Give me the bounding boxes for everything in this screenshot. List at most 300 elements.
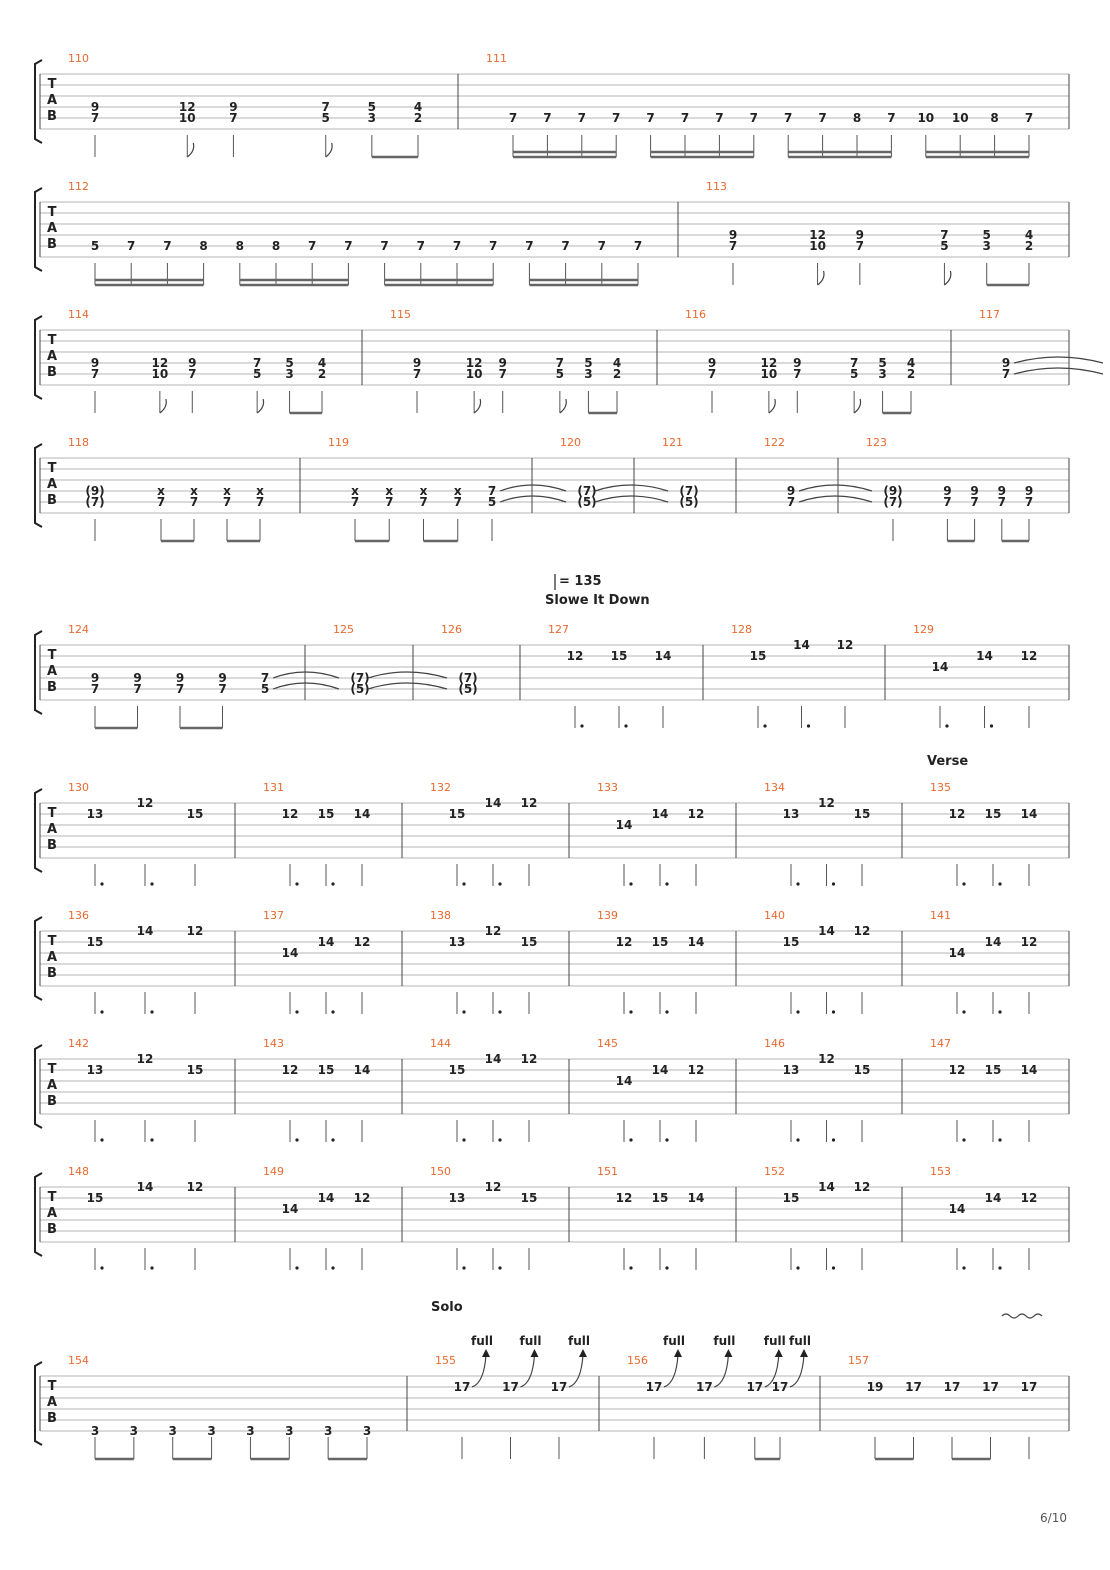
fret-number: x	[157, 484, 165, 498]
system-brace	[35, 631, 42, 714]
tab-system	[35, 909, 1069, 1014]
fret-number: 8	[271, 239, 281, 253]
fret-number: 7	[940, 228, 949, 242]
fret-number: 10	[178, 111, 196, 125]
tie-arc	[1014, 368, 1103, 374]
fret-number: 9	[188, 356, 197, 370]
fret-number: 7	[555, 356, 565, 370]
measure-number: 119	[328, 436, 349, 449]
fret-number: 2	[906, 367, 916, 381]
fret-number: 5	[849, 367, 859, 381]
rhythm-dot	[462, 1266, 465, 1269]
tie-arc	[273, 683, 339, 689]
fret-number: 3	[285, 1424, 294, 1438]
tab-clef-letter: T	[47, 1379, 57, 1394]
fret-number: x	[385, 484, 394, 498]
bend-arrowhead	[674, 1349, 682, 1357]
tab-clef-letter: B	[47, 237, 57, 252]
tab-system	[35, 1334, 1069, 1459]
fret-number: 14	[1020, 1063, 1038, 1077]
rhythm-dot	[295, 882, 298, 885]
fret-number: 7	[308, 239, 317, 253]
eighth-flag	[474, 399, 480, 413]
tab-clef-letter: T	[47, 648, 57, 663]
fret-number: 12	[1020, 1191, 1038, 1205]
fret-number: (7)	[577, 484, 597, 498]
fret-number: 13	[86, 1063, 104, 1077]
measure-number: 146	[764, 1037, 785, 1050]
fret-number: 12	[1020, 935, 1038, 949]
fret-number: 12	[615, 935, 633, 949]
fret-number: 7	[419, 495, 428, 509]
rhythm-dot	[629, 1010, 632, 1013]
rhythm-dot	[331, 1010, 334, 1013]
fret-number: 4	[906, 356, 916, 370]
rhythm-dot	[498, 1266, 501, 1269]
fret-number: 9	[218, 671, 227, 685]
fret-number: 17	[982, 1380, 999, 1394]
fret-number: 7	[175, 682, 185, 696]
rhythm-dot	[629, 1266, 632, 1269]
fret-number: 5	[260, 682, 270, 696]
fret-number: 9	[943, 484, 952, 498]
fret-number: 9	[997, 484, 1006, 498]
tie-arc	[368, 672, 447, 678]
bend-label: full	[568, 1334, 590, 1348]
eighth-flag	[160, 399, 166, 413]
fret-number: 13	[448, 1191, 466, 1205]
fret-number: 10	[760, 367, 778, 381]
rhythm-dot	[962, 1266, 965, 1269]
measure-number: 154	[68, 1354, 89, 1367]
fret-number: (5)	[350, 682, 370, 696]
tab-clef-letter: B	[47, 966, 57, 981]
fret-number: x	[351, 484, 359, 498]
tab-clef-letter: B	[47, 493, 57, 508]
measure-number: 153	[930, 1165, 951, 1178]
fret-number: 7	[633, 239, 643, 253]
rhythm-dot	[990, 724, 993, 727]
fret-number: 7	[1024, 111, 1034, 125]
fret-number: 5	[584, 356, 593, 370]
fret-number: 15	[651, 935, 669, 949]
rhythm-dot	[796, 1266, 799, 1269]
measure-number: 113	[706, 180, 727, 193]
rhythm-dot	[100, 1138, 103, 1141]
bend-arrowhead	[579, 1349, 587, 1357]
tie-arc	[595, 496, 668, 502]
fret-number: 7	[680, 111, 690, 125]
measure-number: 124	[68, 623, 89, 636]
fret-number: 12	[520, 796, 538, 810]
rhythm-dot	[665, 1266, 668, 1269]
fret-number: (9)	[85, 484, 105, 498]
fret-number: 15	[853, 1063, 871, 1077]
rhythm-dot	[962, 882, 965, 885]
measure-number: 143	[263, 1037, 284, 1050]
tab-clef-letter: A	[46, 1206, 58, 1221]
tab-clef-letter: B	[47, 838, 57, 853]
fret-number: 10	[465, 367, 483, 381]
rhythm-dot	[462, 882, 465, 885]
fret-number: 7	[707, 367, 717, 381]
fret-number: 12	[353, 935, 371, 949]
measure-number: 120	[560, 436, 581, 449]
fret-number: 9	[90, 671, 100, 685]
fret-number: 17	[905, 1380, 922, 1394]
bend-arrow	[790, 1355, 804, 1387]
measure-number: 141	[930, 909, 951, 922]
fret-number: 10	[951, 111, 969, 125]
measure-number: 139	[597, 909, 618, 922]
fret-number: 12	[136, 1052, 154, 1066]
fret-number: 14	[317, 1191, 335, 1205]
fret-number: 4	[1024, 228, 1034, 242]
fret-number: (7)	[85, 495, 105, 509]
fret-number: 13	[782, 1063, 800, 1077]
tab-clef-letter: B	[47, 1094, 57, 1109]
fret-number: 8	[852, 111, 862, 125]
fret-number: 9	[1024, 484, 1034, 498]
measure-number: 144	[430, 1037, 451, 1050]
fret-number: 12	[281, 807, 299, 821]
rhythm-dot	[580, 724, 583, 727]
fret-number: 3	[362, 1424, 372, 1438]
fret-number: 12	[760, 356, 778, 370]
eighth-flag	[187, 143, 193, 157]
system-brace	[35, 188, 42, 271]
rhythm-dot	[998, 882, 1001, 885]
measure-number: 132	[430, 781, 451, 794]
rhythm-dot	[998, 1138, 1001, 1141]
tab-clef-letter: A	[46, 221, 58, 236]
fret-number: 12	[948, 1063, 966, 1077]
fret-number: 14	[654, 649, 672, 663]
rhythm-dot	[665, 1138, 668, 1141]
tab-system	[35, 623, 1069, 728]
tempo-marking: = 135	[559, 574, 602, 589]
bend-arrow	[472, 1355, 486, 1387]
fret-number: 12	[615, 1191, 633, 1205]
fret-number: x	[256, 484, 264, 498]
fret-number: 14	[353, 807, 371, 821]
fret-number: 7	[818, 111, 827, 125]
bend-label: full	[789, 1334, 811, 1348]
fret-number: 2	[1024, 239, 1034, 253]
rhythm-dot	[331, 1266, 334, 1269]
measure-number: 129	[913, 623, 934, 636]
fret-number: 12	[853, 924, 871, 938]
rhythm-dot	[796, 882, 799, 885]
vibrato-mark	[1002, 1314, 1042, 1318]
fret-number: x	[190, 484, 198, 498]
bend-arrow	[664, 1355, 678, 1387]
fret-number: 7	[163, 239, 172, 253]
fret-number: 15	[651, 1191, 669, 1205]
tab-clef-letter: A	[46, 822, 58, 837]
fret-number: 17	[771, 1380, 789, 1394]
fret-number: x	[223, 484, 231, 498]
fret-number: 7	[222, 495, 232, 509]
system-brace	[35, 60, 42, 143]
measure-number: 130	[68, 781, 89, 794]
fret-number: 14	[976, 649, 993, 663]
tab-clef-letter: B	[47, 1411, 57, 1426]
fret-number: 19	[866, 1380, 884, 1394]
tab-clef-letter: A	[46, 1078, 58, 1093]
measure-number: 110	[68, 52, 89, 65]
fret-number: 4	[317, 356, 327, 370]
measure-number: 131	[263, 781, 284, 794]
bend-label: full	[763, 1334, 786, 1348]
fret-number: 12	[520, 1052, 538, 1066]
measure-number: 128	[731, 623, 752, 636]
fret-number: 7	[189, 495, 199, 509]
fret-number: 9	[728, 228, 738, 242]
tie-arc	[799, 496, 872, 502]
fret-number: 12	[186, 1180, 204, 1194]
measure-number: 137	[263, 909, 284, 922]
fret-number: 12	[1020, 649, 1038, 663]
eighth-flag	[560, 399, 566, 413]
fret-number: 12	[281, 1063, 299, 1077]
fret-number: 12	[836, 638, 854, 652]
eighth-flag	[326, 143, 332, 157]
fret-number: 14	[353, 1063, 371, 1077]
fret-number: x	[419, 484, 428, 498]
fret-number: 17	[943, 1380, 961, 1394]
fret-number: 5	[940, 239, 949, 253]
fret-number: 7	[1024, 495, 1034, 509]
fret-number: 12	[136, 796, 154, 810]
eighth-flag	[944, 271, 950, 285]
fret-number: (7)	[679, 484, 699, 498]
bend-label: full	[471, 1334, 493, 1348]
fret-number: 7	[416, 239, 425, 253]
fret-number: 15	[186, 1063, 204, 1077]
fret-number: 7	[344, 239, 353, 253]
section-verse: Verse	[927, 754, 969, 769]
fret-number: 12	[948, 807, 966, 821]
fret-number: 17	[550, 1380, 568, 1394]
fret-number: 3	[323, 1424, 333, 1438]
rhythm-dot	[945, 724, 948, 727]
fret-number: 7	[855, 239, 865, 253]
fret-number: 7	[784, 111, 793, 125]
rhythm-dot	[629, 1138, 632, 1141]
fret-number: 15	[86, 935, 104, 949]
rhythm-dot	[998, 1010, 1001, 1013]
rhythm-dot	[624, 724, 627, 727]
tab-clef-letter: A	[46, 349, 58, 364]
fret-number: (5)	[577, 495, 597, 509]
fret-number: 7	[943, 495, 952, 509]
rhythm-dot	[998, 1266, 1001, 1269]
fret-number: 12	[566, 649, 584, 663]
tie-arc	[368, 683, 447, 689]
tab-system	[35, 180, 1069, 285]
fret-number: 7	[508, 111, 518, 125]
tab-system	[35, 781, 1069, 886]
fret-number: 7	[133, 682, 142, 696]
bend-arrow	[569, 1355, 583, 1387]
system-brace	[35, 316, 42, 399]
eighth-flag	[257, 399, 263, 413]
system-brace	[35, 789, 42, 872]
rhythm-dot	[498, 1138, 501, 1141]
fret-number: 10	[917, 111, 935, 125]
tab-clef-letter: T	[47, 205, 57, 220]
fret-number: 7	[252, 356, 262, 370]
fret-number: x	[453, 484, 462, 498]
rhythm-dot	[462, 1138, 465, 1141]
fret-number: 3	[246, 1424, 255, 1438]
fret-number: 15	[610, 649, 628, 663]
bend-arrowhead	[531, 1349, 539, 1357]
rhythm-dot	[150, 1138, 153, 1141]
measure-number: 111	[486, 52, 507, 65]
fret-number: 9	[90, 100, 100, 114]
fret-number: 7	[793, 367, 802, 381]
rhythm-dot	[498, 882, 501, 885]
fret-number: 7	[646, 111, 655, 125]
measure-number: 118	[68, 436, 89, 449]
fret-number: 5	[285, 356, 294, 370]
rhythm-dot	[331, 1138, 334, 1141]
fret-number: 12	[353, 1191, 371, 1205]
fret-number: 14	[615, 1074, 633, 1088]
fret-number: 14	[317, 935, 335, 949]
fret-number: 7	[452, 239, 462, 253]
rhythm-dot	[796, 1138, 799, 1141]
tab-clef-letter: B	[47, 680, 57, 695]
measure-number: 123	[866, 436, 887, 449]
fret-number: 3	[168, 1424, 177, 1438]
fret-number: 7	[127, 239, 136, 253]
fret-number: 14	[818, 924, 835, 938]
fret-number: 9	[786, 484, 796, 498]
fret-number: 7	[728, 239, 738, 253]
fret-number: 5	[252, 367, 262, 381]
fret-number: 15	[984, 807, 1002, 821]
fret-number: 7	[577, 111, 586, 125]
fret-number: (5)	[679, 495, 699, 509]
fret-number: 3	[90, 1424, 100, 1438]
measure-number: 133	[597, 781, 618, 794]
fret-number: 7	[453, 495, 462, 509]
fret-number: (9)	[883, 484, 903, 498]
fret-number: 3	[584, 367, 593, 381]
fret-number: 7	[525, 239, 534, 253]
rhythm-dot	[498, 1010, 501, 1013]
tab-system	[35, 52, 1069, 157]
fret-number: 9	[970, 484, 979, 498]
fret-number: 9	[412, 356, 422, 370]
fret-number: 15	[520, 1191, 538, 1205]
rhythm-dot	[665, 1010, 668, 1013]
fret-number: 15	[520, 935, 538, 949]
fret-number: 14	[948, 946, 966, 960]
fret-number: 5	[321, 111, 330, 125]
fret-number: 7	[597, 239, 606, 253]
tempo-text: Slowe It Down	[545, 593, 650, 608]
measure-number: 145	[597, 1037, 618, 1050]
fret-number: 14	[818, 1180, 835, 1194]
measure-number: 155	[435, 1354, 456, 1367]
measure-number: 151	[597, 1165, 618, 1178]
fret-number: 3	[878, 367, 887, 381]
fret-number: 7	[255, 495, 265, 509]
tie-arc	[595, 485, 668, 491]
fret-number: 3	[129, 1424, 139, 1438]
fret-number: 12	[484, 1180, 502, 1194]
fret-number: 9	[229, 100, 238, 114]
fret-number: 7	[229, 111, 238, 125]
rhythm-dot	[150, 1266, 153, 1269]
fret-number: 15	[782, 935, 800, 949]
fret-number: 3	[367, 111, 377, 125]
rhythm-dot	[832, 1266, 835, 1269]
tie-arc	[273, 672, 339, 678]
eighth-flag	[854, 399, 860, 413]
fret-number: 9	[793, 356, 802, 370]
fret-number: 14	[281, 1202, 299, 1216]
fret-number: 7	[543, 111, 552, 125]
rhythm-dot	[462, 1010, 465, 1013]
bend-arrowhead	[800, 1349, 808, 1357]
fret-number: 14	[984, 1191, 1002, 1205]
fret-number: 10	[809, 239, 826, 253]
fret-number: 3	[982, 239, 991, 253]
fret-number: 7	[260, 671, 270, 685]
measure-number: 116	[685, 308, 706, 321]
fret-number: 3	[285, 367, 294, 381]
system-brace	[35, 917, 42, 1000]
fret-number: 15	[853, 807, 871, 821]
fret-number: 5	[555, 367, 565, 381]
fret-number: 14	[651, 1063, 669, 1077]
fret-number: 12	[465, 356, 483, 370]
eighth-flag	[769, 399, 775, 413]
tab-system	[35, 1037, 1069, 1142]
fret-number: 12	[818, 796, 835, 810]
tab-clef-letter: A	[46, 93, 58, 108]
rhythm-dot	[295, 1010, 298, 1013]
fret-number: 13	[448, 935, 466, 949]
fret-number: 14	[281, 946, 299, 960]
section-solo: Solo	[431, 1300, 463, 1315]
system-brace	[35, 1045, 42, 1128]
tab-clef-letter: T	[47, 333, 57, 348]
fret-number: 7	[561, 239, 570, 253]
fret-number: 14	[984, 935, 1002, 949]
fret-number: 7	[887, 111, 896, 125]
fret-number: 9	[133, 671, 142, 685]
fret-number: 14	[615, 818, 633, 832]
rhythm-dot	[832, 1010, 835, 1013]
fret-number: 5	[90, 239, 100, 253]
fret-number: 15	[749, 649, 767, 663]
measure-number: 147	[930, 1037, 951, 1050]
fret-number: (7)	[350, 671, 370, 685]
rhythm-dot	[832, 1138, 835, 1141]
fret-number: 12	[687, 1063, 705, 1077]
fret-number: 12	[687, 807, 705, 821]
fret-number: 7	[970, 495, 979, 509]
measure-number: 114	[68, 308, 89, 321]
rhythm-dot	[150, 1010, 153, 1013]
fret-number: 5	[487, 495, 497, 509]
